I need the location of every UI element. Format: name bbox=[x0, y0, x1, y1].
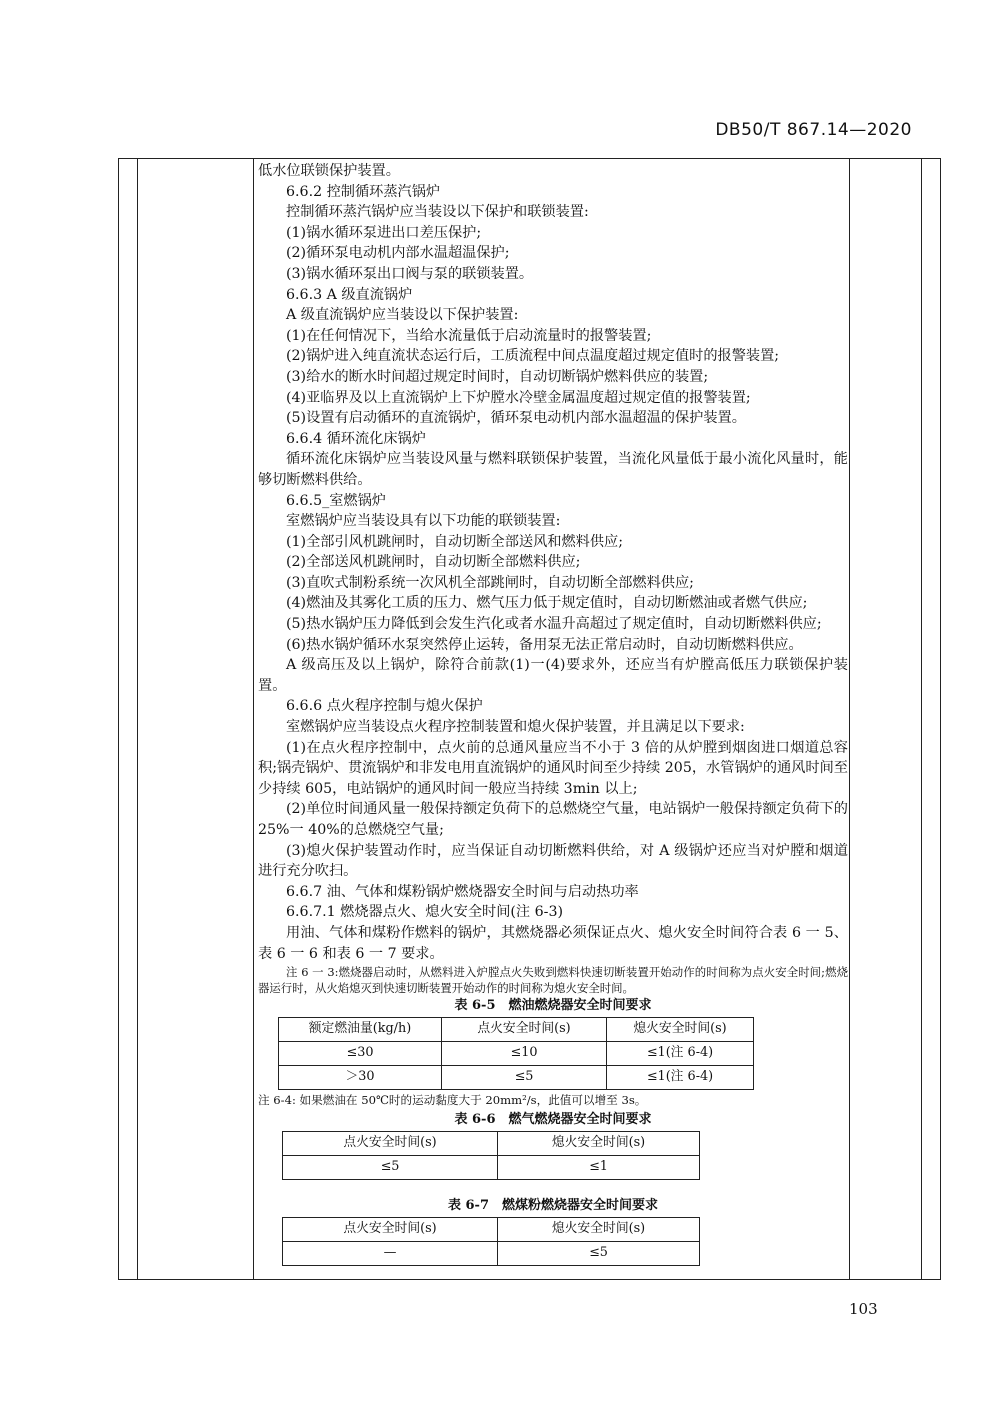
paragraph: 用油、气体和煤粉作燃料的锅炉，其燃烧器必须保证点火、熄火安全时间符合表 6 一 5、表 6 一 6 和表 6 一 7 要求。 bbox=[258, 924, 848, 962]
list-item: (1)全部引风机跳闸时，自动切断全部送风和燃料供应; bbox=[286, 533, 624, 550]
table-header-cell: 额定燃油量(kg/h) bbox=[279, 1017, 442, 1041]
list-item: (4)亚临界及以上直流锅炉上下炉膛水冷壁金属温度超过规定值的报警装置; bbox=[286, 389, 751, 406]
list-item: (1)锅水循环泵进出口差压保护; bbox=[286, 224, 482, 241]
list-item: (3)给水的断水时间超过规定时间时，自动切断锅炉燃料供应的装置; bbox=[286, 368, 709, 385]
section-heading: 6.6.7.1 燃烧器点火、熄火安全时间(注 6-3) bbox=[286, 904, 564, 921]
list-item: (2)锅炉进入纯直流状态运行后，工质流程中间点温度超过规定值时的报警装置; bbox=[286, 348, 780, 365]
table-header-row bbox=[279, 1017, 754, 1041]
list-item: (2)全部送风机跳闸时，自动切断全部燃料供应; bbox=[286, 554, 581, 571]
footnote: 注 6 一 3:燃烧器启动时，从燃料进入炉膛点火失败到燃料快速切断装置开始动作的时间称为点火安全时间;燃烧器运行时，从火焰熄灭到快速切断装置开始动作的时间称为熄火安全时间。 bbox=[258, 965, 848, 996]
table-row bbox=[279, 1065, 754, 1089]
form-table-frame bbox=[118, 158, 941, 1280]
table-cell: — bbox=[283, 1241, 498, 1265]
table-header-cell: 熄火安全时间(s) bbox=[498, 1217, 700, 1241]
table-header-row bbox=[283, 1217, 700, 1241]
list-item: (3)熄火保护装置动作时，应当保证自动切断燃料供给，对 A 级锅炉还应当对炉膛和烟道进行充分吹扫。 bbox=[258, 842, 848, 880]
list-item: (3)直吹式制粉系统一次风机全部跳闸时，自动切断全部燃料供应; bbox=[286, 574, 694, 591]
table-header-cell: 点火安全时间(s) bbox=[442, 1017, 607, 1041]
table-cell: ≤5 bbox=[283, 1155, 498, 1179]
table-header-cell: 点火安全时间(s) bbox=[283, 1131, 498, 1155]
table-cell: ≤1 bbox=[498, 1155, 700, 1179]
section-heading: 6.6.3 A 级直流锅炉 bbox=[286, 286, 413, 303]
table-cell: ≤1(注 6-4) bbox=[607, 1041, 754, 1065]
text-line: 控制循环蒸汽锅炉应当装设以下保护和联锁装置: bbox=[286, 204, 589, 221]
list-item: (6)热水锅炉循环水泵突然停止运转，备用泵无法正常启动时，自动切断燃料供应。 bbox=[286, 636, 803, 653]
table-note: 注 6-4: 如果燃油在 50℃时的运动黏度大于 20mm²/s，此值可以增至 3s。 bbox=[258, 1092, 647, 1107]
table-gas-burner bbox=[282, 1131, 700, 1180]
list-item: (2)循环泵电动机内部水温超温保护; bbox=[286, 245, 510, 262]
list-item: (3)锅水循环泵出口阀与泵的联锁装置。 bbox=[286, 265, 534, 282]
table-cell: ≤5 bbox=[498, 1241, 700, 1265]
table-caption: 表 6-6 燃气燃烧器安全时间要求 bbox=[454, 1112, 652, 1128]
paragraph: 循环流化床锅炉应当装设风量与燃料联锁保护装置，当流化风量低于最小流化风量时，能够切断燃料供给。 bbox=[258, 451, 848, 488]
list-item: (2)单位时间通风量一般保持额定负荷下的总燃烧空气量，电站锅炉一般保持额定负荷下的 25%一 40%的总燃烧空气量; bbox=[258, 801, 848, 838]
section-heading: 6.6.7 油、气体和煤粉锅炉燃烧器安全时间与启动热功率 bbox=[286, 883, 639, 900]
list-item: (1)在点火程序控制中，点火前的总通风量应当不小于 3 倍的从炉膛到烟囱进口烟道总容积;锅壳锅炉、贯流锅炉和非发电用直流锅炉的通风时间至少持续 205，水管锅炉的通风时间至少持续 605，电站锅炉的通风时间一般应当持续 3min 以上; bbox=[258, 739, 848, 797]
table-cell: ≤5 bbox=[442, 1065, 607, 1089]
list-item: (1)在任何情况下，当给水流量低于启动流量时的报警装置; bbox=[286, 327, 652, 344]
text-line: 室燃锅炉应当装设具有以下功能的联锁装置: bbox=[286, 513, 561, 530]
list-item: (4)燃油及其雾化工质的压力、燃气压力低于规定值时，自动切断燃油或者燃气供应; bbox=[286, 595, 808, 612]
paragraph: A 级高压及以上锅炉，除符合前款(1)一(4)要求外，还应当有炉膛高低压力联锁保护装置。 bbox=[258, 657, 848, 694]
table-oil-burner bbox=[278, 1017, 754, 1090]
document-code: DB50/T 867.14—2020 bbox=[715, 120, 912, 140]
column-divider bbox=[921, 159, 922, 1279]
list-item: (5)热水锅炉压力降低到会发生汽化或者水温升高超过了规定值时，自动切断燃料供应; bbox=[286, 616, 822, 633]
table-coal-powder-burner bbox=[282, 1217, 700, 1266]
table-row bbox=[283, 1155, 700, 1179]
table-cell: ＞30 bbox=[279, 1065, 442, 1089]
table-cell: ≤30 bbox=[279, 1041, 442, 1065]
column-divider bbox=[253, 159, 254, 1279]
table-header-row bbox=[283, 1131, 700, 1155]
section-heading: 6.6.5_室燃锅炉 bbox=[286, 492, 386, 509]
table-header-cell: 点火安全时间(s) bbox=[283, 1217, 498, 1241]
table-row bbox=[283, 1241, 700, 1265]
content-cell bbox=[258, 161, 848, 1266]
table-caption: 表 6-7 燃煤粉燃烧器安全时间要求 bbox=[447, 1197, 658, 1213]
section-heading: 6.6.6 点火程序控制与熄火保护 bbox=[286, 698, 483, 715]
table-header-cell: 熄火安全时间(s) bbox=[607, 1017, 754, 1041]
table-row bbox=[279, 1041, 754, 1065]
text-line: A 级直流锅炉应当装设以下保护装置: bbox=[286, 307, 519, 324]
section-heading: 6.6.2 控制循环蒸汽锅炉 bbox=[286, 183, 441, 200]
text-line: 低水位联锁保护装置。 bbox=[258, 163, 400, 179]
section-heading: 6.6.4 循环流化床锅炉 bbox=[286, 430, 426, 447]
table-caption: 表 6-5 燃油燃烧器安全时间要求 bbox=[454, 998, 652, 1014]
column-divider bbox=[849, 159, 850, 1279]
table-cell: ≤10 bbox=[442, 1041, 607, 1065]
table-cell: ≤1(注 6-4) bbox=[607, 1065, 754, 1089]
text-line: 室燃锅炉应当装设点火程序控制装置和熄火保护装置，并且满足以下要求: bbox=[286, 719, 745, 736]
column-divider bbox=[137, 159, 138, 1279]
list-item: (5)设置有启动循环的直流锅炉，循环泵电动机内部水温超温的保护装置。 bbox=[286, 410, 746, 427]
table-header-cell: 熄火安全时间(s) bbox=[498, 1131, 700, 1155]
page-number: 103 bbox=[849, 1300, 878, 1318]
